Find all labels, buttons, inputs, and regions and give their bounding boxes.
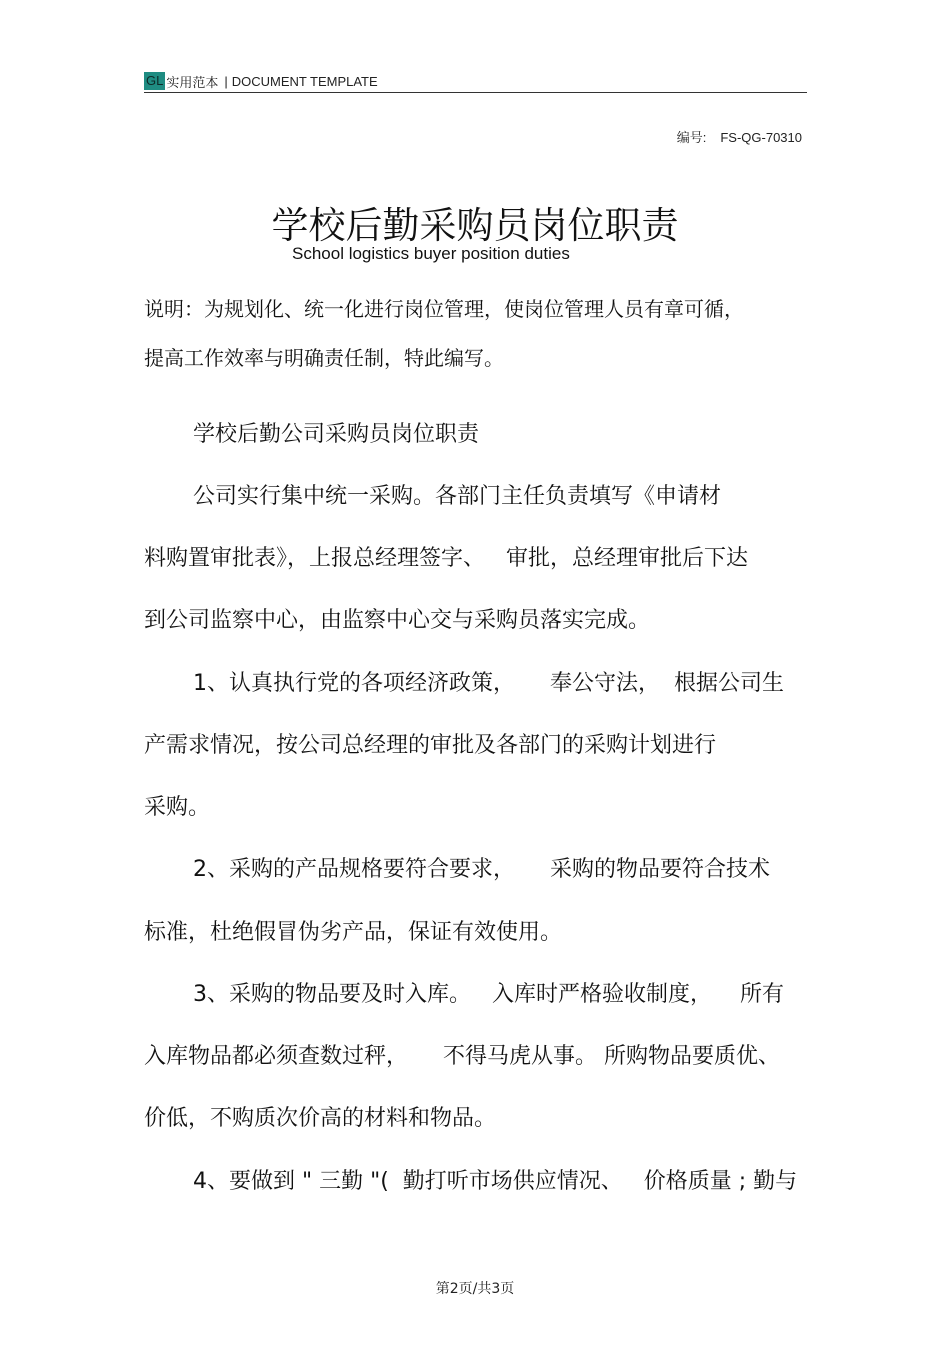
- body-line: 学校后勤公司采购员岗位职责: [193, 422, 480, 447]
- note-line-1: 说明：为规划化、统一化进行岗位管理，使岗位管理人员有章可循，: [144, 297, 744, 321]
- document-number-label: 编号:: [676, 130, 707, 145]
- header-separator: |: [224, 73, 228, 89]
- page-indicator: 第2页/共3页: [435, 1281, 515, 1297]
- document-number: [677, 127, 802, 146]
- body-line: 料购置审批表》，上报总经理签字、 审批，总经理审批后下达: [144, 546, 748, 571]
- document-number-value: FS-QG-70310: [720, 130, 802, 145]
- body-line: 公司实行集中统一采购。各部门主任负责填写《申请材: [193, 484, 722, 509]
- note-line-2: 提高工作效率与明确责任制，特此编写。: [144, 346, 504, 370]
- page-subtitle: School logistics buyer position duties: [292, 244, 570, 263]
- header-template-label: DOCUMENT TEMPLATE: [231, 73, 378, 89]
- body-line: 3、采购的物品要及时入库。 入库时严格验收制度， 所有: [193, 982, 784, 1007]
- header-label: 实用范本: [166, 74, 219, 90]
- gl-logo: GL: [146, 73, 164, 88]
- body-line: 入库物品都必须查数过秤， 不得马虎从事。 所购物品要质优、: [144, 1044, 780, 1069]
- body-line: 2、采购的产品规格要符合要求， 采购的物品要符合技术: [193, 857, 770, 882]
- body-line: 产需求情况，按公司总经理的审批及各部门的采购计划进行: [144, 733, 717, 758]
- body-line: 到公司监察中心，由监察中心交与采购员落实完成。: [144, 608, 651, 633]
- document-header: [144, 70, 807, 93]
- body-line: 1、认真执行党的各项经济政策， 奉公守法， 根据公司生: [193, 671, 784, 696]
- body-line: 标准，杜绝假冒伪劣产品，保证有效使用。: [144, 920, 563, 945]
- page-title: 学校后勤采购员岗位职责: [271, 203, 679, 247]
- body-line: 4、要做到 " 三勤 "( 勤打听市场供应情况、 价格质量 ; 勤与: [193, 1169, 798, 1194]
- body-line: 采购。: [144, 795, 211, 820]
- body-line: 价低，不购质次价高的材料和物品。: [144, 1106, 497, 1131]
